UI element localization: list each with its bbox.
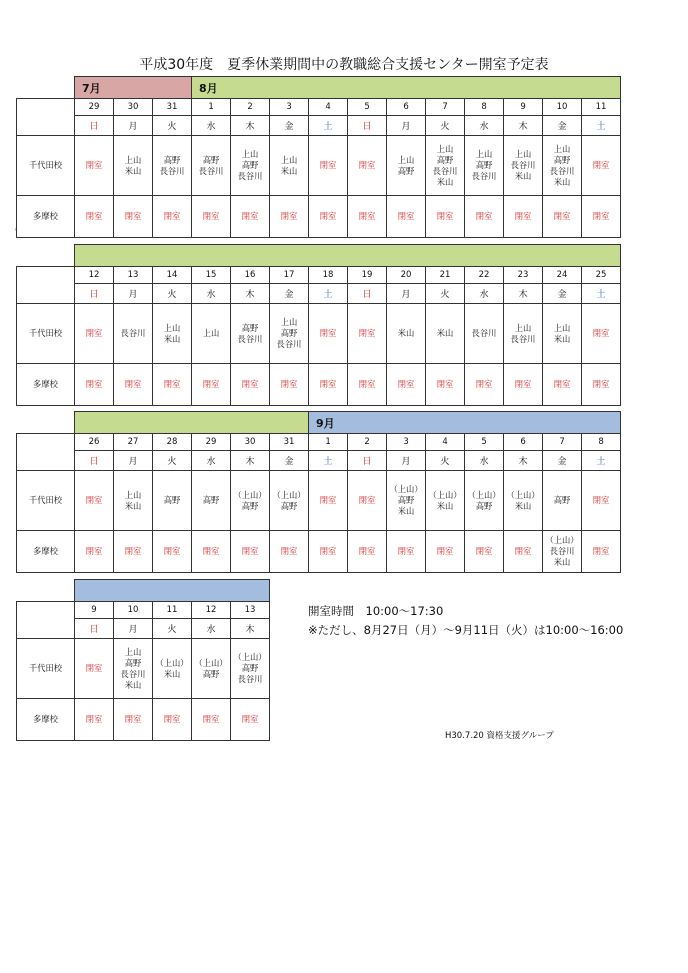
chiyoda-cell: 米山 bbox=[426, 304, 465, 364]
weekday-cell: 日 bbox=[75, 619, 114, 639]
row-label-chiyoda: 千代田校 bbox=[17, 304, 75, 364]
chiyoda-cell: 上山 高野 長谷川 米山 bbox=[114, 639, 153, 699]
chiyoda-cell: 閉室 bbox=[309, 136, 348, 196]
schedule-table-2 bbox=[16, 244, 621, 406]
weekday-cell: 火 bbox=[426, 284, 465, 304]
date-cell: 5 bbox=[465, 434, 504, 451]
weekday-cell: 火 bbox=[153, 619, 192, 639]
chiyoda-cell: 閉室 bbox=[348, 136, 387, 196]
date-cell: 11 bbox=[153, 602, 192, 619]
month-header bbox=[75, 245, 621, 267]
chiyoda-cell: 上山 米山 bbox=[114, 471, 153, 531]
chiyoda-cell: 閉室 bbox=[75, 304, 114, 364]
date-cell: 26 bbox=[75, 434, 114, 451]
date-cell: 20 bbox=[387, 267, 426, 284]
chiyoda-cell: 高野 bbox=[153, 471, 192, 531]
footer-note: H30.7.20 資格支援グループ bbox=[445, 731, 554, 741]
tama-cell: 閉室 bbox=[387, 364, 426, 406]
tama-cell: 閉室 bbox=[465, 196, 504, 238]
row-label-tama: 多摩校 bbox=[17, 531, 75, 573]
weekday-cell: 金 bbox=[543, 451, 582, 471]
date-cell: 6 bbox=[504, 434, 543, 451]
weekday-cell: 木 bbox=[231, 451, 270, 471]
date-cell: 29 bbox=[192, 434, 231, 451]
tama-cell: 閉室 bbox=[309, 364, 348, 406]
chiyoda-cell: 閉室 bbox=[309, 471, 348, 531]
date-cell: 8 bbox=[582, 434, 621, 451]
weekday-cell: 土 bbox=[309, 116, 348, 136]
page-title: 平成30年度 夏季休業期間中の教職総合支援センター開室予定表 bbox=[139, 57, 549, 73]
weekday-cell: 金 bbox=[543, 116, 582, 136]
weekday-cell: 水 bbox=[465, 116, 504, 136]
weekday-cell: 土 bbox=[309, 451, 348, 471]
tama-cell: 閉室 bbox=[231, 364, 270, 406]
tama-cell: 閉室 bbox=[582, 364, 621, 406]
weekday-cell: 木 bbox=[504, 116, 543, 136]
label-blank bbox=[17, 99, 75, 136]
tama-cell: 閉室 bbox=[192, 531, 231, 573]
weekday-cell: 土 bbox=[582, 451, 621, 471]
chiyoda-cell: （上山） 高野 米山 bbox=[387, 471, 426, 531]
chiyoda-cell: 米山 bbox=[387, 304, 426, 364]
chiyoda-cell: 上山 高野 長谷川 米山 bbox=[543, 136, 582, 196]
date-cell: 13 bbox=[114, 267, 153, 284]
date-cell: 30 bbox=[114, 99, 153, 116]
month-header bbox=[75, 580, 270, 602]
hours-note: 開室時間 10:00～17:30 bbox=[308, 604, 444, 618]
month-header: 7月 bbox=[75, 77, 192, 99]
tama-cell: 閉室 bbox=[426, 196, 465, 238]
chiyoda-cell: 上山 米山 bbox=[543, 304, 582, 364]
chiyoda-cell: 上山 高野 長谷川 bbox=[270, 304, 309, 364]
tama-cell: 閉室 bbox=[192, 364, 231, 406]
row-label-chiyoda: 千代田校 bbox=[17, 471, 75, 531]
schedule-table-3 bbox=[16, 411, 621, 573]
chiyoda-cell: 上山 高野 長谷川 bbox=[465, 136, 504, 196]
weekday-cell: 金 bbox=[270, 284, 309, 304]
weekday-cell: 土 bbox=[582, 284, 621, 304]
chiyoda-cell: （上山） 高野 bbox=[231, 471, 270, 531]
tama-cell: 閉室 bbox=[582, 196, 621, 238]
tama-cell: 閉室 bbox=[114, 699, 153, 741]
date-cell: 19 bbox=[348, 267, 387, 284]
label-blank bbox=[17, 602, 75, 639]
tama-cell: 閉室 bbox=[75, 699, 114, 741]
date-cell: 31 bbox=[270, 434, 309, 451]
chiyoda-cell: 閉室 bbox=[582, 304, 621, 364]
chiyoda-cell: 長谷川 bbox=[114, 304, 153, 364]
date-cell: 15 bbox=[192, 267, 231, 284]
tama-cell: 閉室 bbox=[309, 531, 348, 573]
weekday-cell: 日 bbox=[348, 451, 387, 471]
weekday-cell: 日 bbox=[75, 284, 114, 304]
date-cell: 27 bbox=[114, 434, 153, 451]
tama-cell: 閉室 bbox=[231, 699, 270, 741]
weekday-cell: 月 bbox=[114, 619, 153, 639]
chiyoda-cell: （上山） 米山 bbox=[153, 639, 192, 699]
chiyoda-cell: （上山） 高野 bbox=[192, 639, 231, 699]
date-cell: 28 bbox=[153, 434, 192, 451]
tama-cell: 閉室 bbox=[582, 531, 621, 573]
weekday-cell: 日 bbox=[348, 284, 387, 304]
tama-cell: 閉室 bbox=[192, 196, 231, 238]
tama-cell: 閉室 bbox=[270, 364, 309, 406]
date-cell: 1 bbox=[309, 434, 348, 451]
chiyoda-cell: 高野 長谷川 bbox=[192, 136, 231, 196]
chiyoda-cell: 閉室 bbox=[75, 639, 114, 699]
tama-cell: 閉室 bbox=[543, 364, 582, 406]
date-cell: 23 bbox=[504, 267, 543, 284]
chiyoda-cell: 上山 bbox=[192, 304, 231, 364]
tama-cell: 閉室 bbox=[153, 196, 192, 238]
tama-cell: 閉室 bbox=[309, 196, 348, 238]
tama-cell: 閉室 bbox=[231, 196, 270, 238]
date-cell: 12 bbox=[192, 602, 231, 619]
date-cell: 2 bbox=[231, 99, 270, 116]
date-cell: 1 bbox=[192, 99, 231, 116]
corner-blank bbox=[17, 412, 75, 434]
weekday-cell: 月 bbox=[114, 116, 153, 136]
date-cell: 3 bbox=[387, 434, 426, 451]
chiyoda-cell: （上山） 高野 長谷川 bbox=[231, 639, 270, 699]
weekday-cell: 木 bbox=[231, 284, 270, 304]
weekday-cell: 火 bbox=[153, 116, 192, 136]
date-cell: 6 bbox=[387, 99, 426, 116]
weekday-cell: 木 bbox=[231, 619, 270, 639]
tama-cell: 閉室 bbox=[348, 196, 387, 238]
tama-cell: 閉室 bbox=[504, 196, 543, 238]
weekday-cell: 木 bbox=[231, 116, 270, 136]
date-cell: 21 bbox=[426, 267, 465, 284]
row-label-tama: 多摩校 bbox=[17, 196, 75, 238]
weekday-cell: 木 bbox=[504, 451, 543, 471]
weekday-cell: 火 bbox=[153, 451, 192, 471]
chiyoda-cell: （上山） 米山 bbox=[426, 471, 465, 531]
tama-cell: 閉室 bbox=[465, 531, 504, 573]
schedule-table-4 bbox=[16, 579, 270, 741]
date-cell: 12 bbox=[75, 267, 114, 284]
weekday-cell: 土 bbox=[582, 116, 621, 136]
weekday-cell: 月 bbox=[387, 116, 426, 136]
chiyoda-cell: 上山 長谷川 bbox=[504, 304, 543, 364]
tama-cell: （上山） 長谷川 米山 bbox=[543, 531, 582, 573]
date-cell: 22 bbox=[465, 267, 504, 284]
weekday-cell: 金 bbox=[270, 116, 309, 136]
month-header: 9月 bbox=[309, 412, 621, 434]
chiyoda-cell: 上山 米山 bbox=[114, 136, 153, 196]
tama-cell: 閉室 bbox=[543, 196, 582, 238]
weekday-cell: 火 bbox=[153, 284, 192, 304]
row-label-chiyoda: 千代田校 bbox=[17, 639, 75, 699]
weekday-cell: 木 bbox=[504, 284, 543, 304]
tama-cell: 閉室 bbox=[153, 364, 192, 406]
weekday-cell: 金 bbox=[270, 451, 309, 471]
month-header: 8月 bbox=[192, 77, 621, 99]
tama-cell: 閉室 bbox=[231, 531, 270, 573]
weekday-cell: 水 bbox=[192, 116, 231, 136]
date-cell: 10 bbox=[114, 602, 153, 619]
tama-cell: 閉室 bbox=[270, 531, 309, 573]
date-cell: 14 bbox=[153, 267, 192, 284]
date-cell: 7 bbox=[426, 99, 465, 116]
tama-cell: 閉室 bbox=[75, 196, 114, 238]
chiyoda-cell: 高野 長谷川 bbox=[231, 304, 270, 364]
weekday-cell: 水 bbox=[192, 284, 231, 304]
date-cell: 13 bbox=[231, 602, 270, 619]
label-blank bbox=[17, 434, 75, 471]
chiyoda-cell: 閉室 bbox=[75, 136, 114, 196]
tama-cell: 閉室 bbox=[387, 531, 426, 573]
row-label-tama: 多摩校 bbox=[17, 364, 75, 406]
chiyoda-cell: 閉室 bbox=[582, 136, 621, 196]
weekday-cell: 月 bbox=[114, 284, 153, 304]
date-cell: 7 bbox=[543, 434, 582, 451]
date-cell: 24 bbox=[543, 267, 582, 284]
tama-cell: 閉室 bbox=[504, 531, 543, 573]
date-cell: 29 bbox=[75, 99, 114, 116]
date-cell: 8 bbox=[465, 99, 504, 116]
tama-cell: 閉室 bbox=[465, 364, 504, 406]
tama-cell: 閉室 bbox=[426, 531, 465, 573]
tama-cell: 閉室 bbox=[426, 364, 465, 406]
weekday-cell: 日 bbox=[75, 451, 114, 471]
tama-cell: 閉室 bbox=[114, 364, 153, 406]
weekday-cell: 日 bbox=[75, 116, 114, 136]
exception-note: ※ただし、8月27日（月）～9月11日（火）は10:00～16:00 bbox=[308, 623, 624, 637]
weekday-cell: 日 bbox=[348, 116, 387, 136]
weekday-cell: 月 bbox=[387, 451, 426, 471]
row-label-tama: 多摩校 bbox=[17, 699, 75, 741]
tama-cell: 閉室 bbox=[504, 364, 543, 406]
chiyoda-cell: 上山 高野 長谷川 米山 bbox=[426, 136, 465, 196]
weekday-cell: 水 bbox=[192, 451, 231, 471]
date-cell: 4 bbox=[309, 99, 348, 116]
chiyoda-cell: 上山 長谷川 米山 bbox=[504, 136, 543, 196]
tama-cell: 閉室 bbox=[114, 531, 153, 573]
date-cell: 2 bbox=[348, 434, 387, 451]
tama-cell: 閉室 bbox=[153, 699, 192, 741]
row-label-chiyoda: 千代田校 bbox=[17, 136, 75, 196]
weekday-cell: 金 bbox=[543, 284, 582, 304]
weekday-cell: 水 bbox=[465, 284, 504, 304]
chiyoda-cell: 閉室 bbox=[348, 471, 387, 531]
date-cell: 11 bbox=[582, 99, 621, 116]
chiyoda-cell: （上山） 高野 bbox=[270, 471, 309, 531]
date-cell: 17 bbox=[270, 267, 309, 284]
chiyoda-cell: 閉室 bbox=[582, 471, 621, 531]
chiyoda-cell: 上山 高野 bbox=[387, 136, 426, 196]
chiyoda-cell: 閉室 bbox=[348, 304, 387, 364]
corner-blank bbox=[17, 245, 75, 267]
tama-cell: 閉室 bbox=[114, 196, 153, 238]
weekday-cell: 土 bbox=[309, 284, 348, 304]
tama-cell: 閉室 bbox=[192, 699, 231, 741]
edge-mark: ⌞ bbox=[15, 225, 18, 232]
chiyoda-cell: 長谷川 bbox=[465, 304, 504, 364]
date-cell: 31 bbox=[153, 99, 192, 116]
tama-cell: 閉室 bbox=[348, 531, 387, 573]
corner-blank bbox=[17, 77, 75, 99]
tama-cell: 閉室 bbox=[153, 531, 192, 573]
schedule-table-1 bbox=[16, 76, 621, 238]
chiyoda-cell: 高野 bbox=[192, 471, 231, 531]
chiyoda-cell: 高野 bbox=[543, 471, 582, 531]
weekday-cell: 月 bbox=[387, 284, 426, 304]
date-cell: 4 bbox=[426, 434, 465, 451]
chiyoda-cell: 高野 長谷川 bbox=[153, 136, 192, 196]
chiyoda-cell: 上山 米山 bbox=[270, 136, 309, 196]
tama-cell: 閉室 bbox=[387, 196, 426, 238]
chiyoda-cell: 閉室 bbox=[75, 471, 114, 531]
date-cell: 5 bbox=[348, 99, 387, 116]
weekday-cell: 水 bbox=[192, 619, 231, 639]
label-blank bbox=[17, 267, 75, 304]
month-header bbox=[75, 412, 309, 434]
chiyoda-cell: 上山 高野 長谷川 bbox=[231, 136, 270, 196]
chiyoda-cell: （上山） 高野 bbox=[465, 471, 504, 531]
tama-cell: 閉室 bbox=[270, 196, 309, 238]
date-cell: 9 bbox=[75, 602, 114, 619]
weekday-cell: 火 bbox=[426, 116, 465, 136]
chiyoda-cell: 上山 米山 bbox=[153, 304, 192, 364]
date-cell: 25 bbox=[582, 267, 621, 284]
weekday-cell: 火 bbox=[426, 451, 465, 471]
date-cell: 30 bbox=[231, 434, 270, 451]
date-cell: 18 bbox=[309, 267, 348, 284]
date-cell: 16 bbox=[231, 267, 270, 284]
tama-cell: 閉室 bbox=[348, 364, 387, 406]
date-cell: 10 bbox=[543, 99, 582, 116]
tama-cell: 閉室 bbox=[75, 364, 114, 406]
weekday-cell: 水 bbox=[465, 451, 504, 471]
date-cell: 9 bbox=[504, 99, 543, 116]
date-cell: 3 bbox=[270, 99, 309, 116]
tama-cell: 閉室 bbox=[75, 531, 114, 573]
chiyoda-cell: 閉室 bbox=[309, 304, 348, 364]
weekday-cell: 月 bbox=[114, 451, 153, 471]
corner-blank bbox=[17, 580, 75, 602]
chiyoda-cell: （上山） 米山 bbox=[504, 471, 543, 531]
